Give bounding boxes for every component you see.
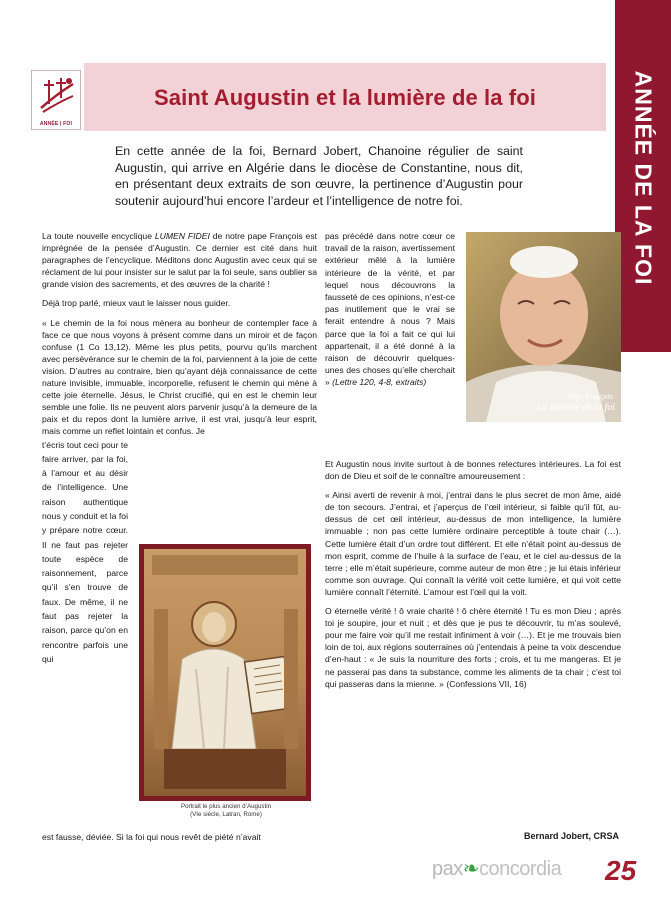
encyclical-name: LUMEN FIDEI [154,231,210,241]
augustin-portrait-image [139,544,311,801]
book-title-line-2: La lumière de la foi [536,402,615,413]
section-band [615,0,671,352]
article-title: Saint Augustin et la lumière de la foi [154,85,536,110]
paragraph: La toute nouvelle encyclique LUMEN FIDEI de notre pape François est imprégnée de la pensée d’Augustin. Ce dernier est cité dans huit paragraphes de l’encyclique. Méditons donc Augustin avec ceux qui se réclament de lui pour insister sur le salut par la foi seule, sans oublier sa grande vision des sacrements, et des œuvres de la charité ! [42,231,318,290]
quote-paragraph: « Ainsi averti de revenir à moi, j’entrai dans le plus secret de mon âme, aidé de ton secours. J’entrai, et j’aperçus de l’œil intérieur, si faible qu’il fût, au-dessus de cet œil intérieur, au-dessus de mon intelligence, la lumière immuable ; non pas cette lumière ordinaire perceptible à toute chair (…). Cette lumière était d’un ordre tout différent. Et elle n’était point au-dessus de mon esprit, comme de l’huile à la surface de l’eau, et le ciel au-dessus de la terre ; elle m’était supérieure, comme auteur de mon être ; je lui étais inférieur comme son ouvrage. Qui connaît la vérité voit cette lumière, et qui voit cette lumière connaît l’éternité. L’amour est l’œil qui la voit. [325,490,621,597]
quote-continuation: t’écris tout ceci pour te faire arriver, par la foi, à l’amour et au désir de l’intelligence. Une raison authentique nous y conduit et la foi y prépare notre cœur. Il ne faut pas rejeter toute espèce de raisonnement, parce qu’il s’en trouve de faux. De même, il ne faut pas rejeter la raison, parce qu’on en rencontre parfois une qui [42,439,128,664]
right-column [325,458,621,697]
logo-emblem-icon [37,74,77,116]
quote-continuation-end: est fausse, déviée. Si la foi qui nous revêt de piété n’avait [42,832,261,842]
logo-caption: ANNÉE | FOI [39,121,73,127]
author-signature: Bernard Jobert, CRSA [523,831,619,841]
pax-concordia-logo: pax❧concordia [432,858,562,880]
middle-column [325,230,455,389]
section-band-label: ANNÉE DE LA FOI [630,70,657,286]
title-banner [84,63,606,131]
quote-text: pas précédé dans notre cœur ce travail de la raison, avertissement extérieur mêlé à la lumière intérieure de la vérité, et par lequel nous découvrons la fausseté de ces opinions, n’est-ce pas inutilement que le vrai se ferait entendre à nous ? Mais parce que la foi a fait ce qui lui appartenait, il a été donné à la raison de découvrir quelques-unes des choses qu’elle cherchait » [325,231,455,388]
quote-paragraph: O éternelle vérité ! ô vraie charité ! ô chère éternité ! Tu es mon Dieu ; après toi je soupire, jour et nuit ; et dès que je pus te découvrir, tu m’as soulevé, pour me faire voir qu’il me restait infiniment à voir (…). Et je me trouvais bien loin de toi, aux régions souterraines où j’entendais à peine ta voix descendue d’en-haut : « Je suis la nourriture des forts ; crois, et tu me mangeras. Et je ne passerai pas dans ta substance, comme les aliments de ta chair ; c’est toi qui passeras dans la mienne. » (Confessions VII, 16) [325,606,621,689]
leaf-icon: ❧ [462,858,480,880]
quote-reference: (Lettre 120, 4-8, extraits) [332,377,427,388]
quote-paragraph: « Le chemin de la foi nous mènera au bonheur de contempler face à face ce que nous voyons à présent comme dans un miroir et de façon confuse (1 Co 13,12). Même les plus petits, pourvu qu’ils marchent avec persévérance sur le chemin de la foi, parviennent à la joie de cette vision. D’autres au contraire, bien qu’ayant déjà connaissance de cette nature invisible, immuable, incorporelle, refusent le chemin qui mène à cette joie éternelle. Jésus, le Christ crucifié, qui en est le chemin leur semble une folie. Ils ne peuvent alors parvenir jusqu’à la demeure de la paix et du repos dont la lumière arrive, il est vrai, jusqu’à leur esprit, mais comme un reflet lointain et confus. Je [42,317,317,437]
year-of-faith-logo [31,70,81,130]
pope-francis-book-cover-image [466,232,621,422]
portrait-caption: Portrait le plus ancien d’Augustin (VIe siècle, Latran, Rome) [180,803,272,818]
paragraph: Et Augustin nous invite surtout à de bonnes relectures intérieures. La foi est don de Dieu et soif de le connaître amoureusement : [325,459,621,482]
book-title-line-1: Pape François [567,392,613,401]
article-intro: En cette année de la foi, Bernard Jobert, Chanoine régulier de saint Augustin, qui arrive en Algérie dans le diocèse de Constantine, nous dit, en présentant deux extraits de son œuvre, la pertinence d’Augustin pour soutenir aujourd’hui encore l’ardeur et l’intelligence de notre foi. [115,144,523,208]
paragraph: Déjà trop parlé, mieux vaut le laisser nous guider. [42,298,231,309]
page-number: 25 [605,855,637,886]
